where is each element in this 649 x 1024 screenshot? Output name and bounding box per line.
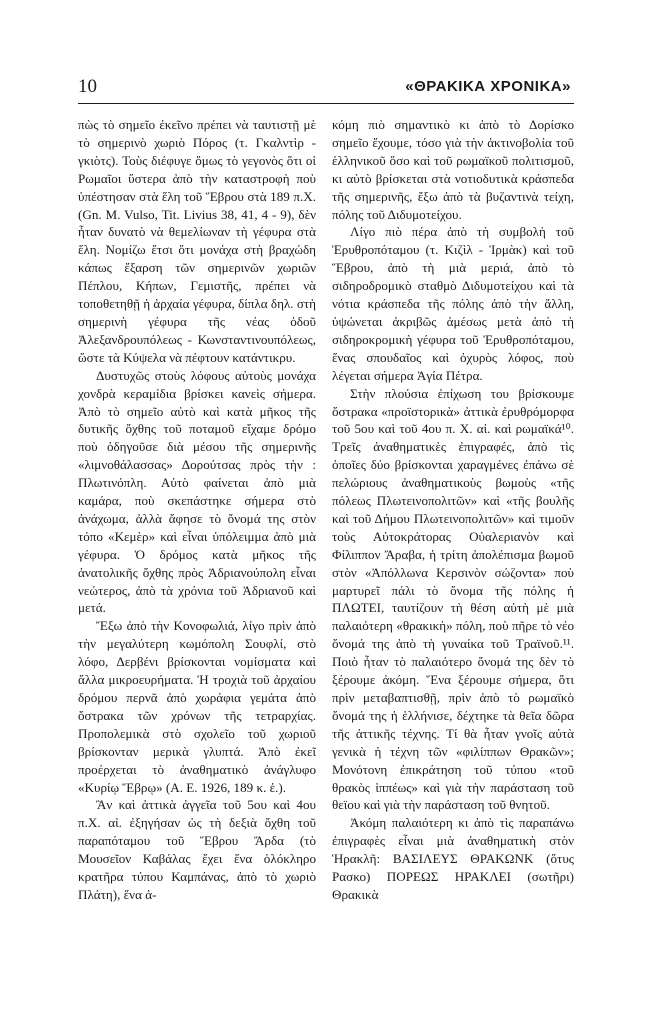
page-header bbox=[78, 76, 571, 102]
paragraph: πὼς τὸ σημεῖο ἐκεῖνο πρέπει νὰ ταυτιστῇ μὲ τὸ σημερινὸ χωριὸ Πόρος (τ. Γκαλντὶρ - γκιὸτς). Τοὺς διέφυγε ὅμως τὸ γεγονὸς ὅτι οἱ Ρωμαῖοι ὕστερα ἀπὸ τὴν καταστροφὴ ποὺ ὑπέστησαν στὰ ἕλη τοῦ Ἕβρου στὰ 189 π.Χ. (Gn. M. Vulso, Tit. Livius 38, 41, 4 - 9), δὲν ἦταν δυνατὸ νὰ θεμελίωναν τὴ γέφυρα στὰ ἕλη. Νομίζω ἔτσι ὅτι μονάχα στὴ βραχώδη κάπως ἔξαρση τῶν σημερινῶν χωριῶν Πέπλου, Κήπων, Γεμιστῆς, πρέπει νὰ τοποθετηθῇ ἡ ἀρχαία γέφυρα, δίπλα δηλ. στὴ σημερινὴ γέφυρα τῆς νέας ὁδοῦ Ἀλεξανδρουπόλεως - Κωνσταντινουπόλεως, ὥστε τὰ Κύψελα νὰ πέφτουν κατάντικρυ. bbox=[78, 117, 316, 365]
running-title: «ΘΡΑΚΙΚΑ ΧΡΟΝΙΚΑ» bbox=[405, 78, 571, 95]
right-column bbox=[332, 116, 574, 904]
left-column bbox=[78, 116, 316, 904]
paragraph: Λίγο πιὸ πέρα ἀπὸ τὴ συμβολὴ τοῦ Ἐρυθροπόταμου (τ. Κιζὶλ - Ἰρμὰκ) καὶ τοῦ Ἕβρου, ἀπὸ τὴ μιὰ μεριά, ἀπὸ τὸ σιδηροδρομικὸ σταθμὸ Διδυμοτείχου καὶ τὰ νότια κράσπεδα τῆς πόλης ἀπὸ τὴν ἄλλη, ὑψώνεται ἀκριβῶς ἀμέσως μετὰ ἀπὸ τὴ σιδηροκρομικὴ γέφυρα τοῦ Ἐρυθροπόταμου, ἕνας σπουδαῖος καὶ ὀχυρὸς λόφος, ποὺ λέγεται σήμερα Ἁγία Πέτρα. bbox=[332, 224, 574, 383]
header-rule bbox=[78, 103, 574, 104]
paragraph: Δυστυχῶς στοὺς λόφους αὐτοὺς μονάχα χονδρὰ κεραμίδια βρίσκει κανεὶς σήμερα. Ἀπὸ τὸ σημεῖο αὐτὸ καὶ κατὰ μῆκος τῆς δυτικῆς ὄχθης τοῦ ποταμοῦ εἴχαμε δρόμο ποὺ ὁδηγοῦσε διὰ μέσου τῆς σημερινῆς «λιμνοθάλασσας» Δορούτσας πρὸς τὴν : Πλωτινόπλη. Αὐτὸ φαίνεται ἀπὸ μιὰ καμάρα, ποὺ σκεπάστηκε σήμερα στὸ ἀνάχωμα, ἀλλὰ ἄφησε τὸ ὄνομά της στὸν τόπο «Κεμὲρ» καὶ εἶναι ὑπόλειμμα ἀπὸ μιὰ γέφυρα. Ὁ δρόμος κατὰ μῆκος τῆς ἀνατολικῆς ὄχθης πρὸς Ἀδριανούπολη εἶναι νεώτερος, ἀπὸ τὰ χρόνια τοῦ Ἀδριανοῦ καὶ μετά. bbox=[78, 367, 316, 616]
paragraph: Στὴν πλούσια ἐπίχωση του βρίσκουμε ὄστρακα «προϊστορικὰ» ἀττικὰ ἐρυθρόμορφα τοῦ 5ου καὶ τοῦ 4ου π. Χ. αἰ. καὶ ρωμαϊκά¹⁰. Τρεῖς ἀναθηματικὲς ἐπιγραφές, ἀπὸ τὶς ὁποῖες δύο βρίσκονται χαραγμένες ἐπάνω σὲ πελώριους ἀναθηματικοὺς βωμοὺς «τῆς πόλεως Πλωτεινοπολιτῶν» καὶ «τῆς βουλῆς καὶ τοῦ Δήμου Πλωτεινοπολιτῶν» καὶ τιμοῦν τοὺς Αὐτοκράτορας Οὐαλεριανὸν καὶ Φίλιππον Ἄραβα, ἡ τρίτη ἀπολέπισμα βωμοῦ στὸν «Ἀπόλλωνα Κερσινὸν σώζοντα» ποὺ μαρτυρεῖ πάλι τὸ ὄνομα τῆς πόλης ἡ ΠΛΩΤΕΙ, ταυτίζουν τὴ θέση αὐτὴ μὲ μιὰ παλαιότερη «θρακικὴ» πόλη, ποὺ πῆρε τὸ νέο ὄνομά της ἀπὸ τὴ γυναίκα τοῦ Τραϊνοῦ.¹¹. Ποιὸ ἦταν τὸ παλαιότερο ὄνομά της δὲν τὸ ξέρουμε ἀκόμη. Ἕνα ξέρουμε σήμερα, ὅτι πρὶν μεταβαπτισθῇ, πρὶν ἀπὸ τὸ ρωμαϊκὸ ὄνομά της ἡ ἑλλήνισε, δέχτηκε τὰ θεῖα δῶρα τῆς ἀττικῆς τέχνης. Τί θὰ ἦταν γνοῖς αὐτὰ γενικὰ ἡ τέχνη τῶν «φιλίππων Θρακῶν»; Μονότονη ἐπικράτηση τοῦ τύπου «τοῦ θρακὸς ἱππέως» καὶ γιὰ τὴν παράσταση τοῦ θεϊου καὶ γιὰ τὴν παράσταση τοῦ θνητοῦ. bbox=[332, 385, 574, 813]
paragraph: κόμη πιὸ σημαντικὸ κι ἀπὸ τὸ Δορίσκο σημεῖο ἔχουμε, τόσο γιὰ τὴν ἀκτινοβολία τοῦ ἑλληνικοῦ ὅσο καὶ τοῦ ρωμαϊκοῦ πολιτισμοῦ, κι αὐτὸ βρίσκεται στὰ νοτιοδυτικὰ κράσπεδα τῆς σημερινῆς, ἔξω ἀπὸ τὰ βυζαντινὰ τείχη, πόλης τοῦ Διδυμοτείχου. bbox=[332, 117, 574, 222]
paragraph: Ἀκόμη παλαιότερη κι ἀπὸ τὶς παραπάνω ἐπιγραφὲς εἶναι μιὰ ἀναθηματικὴ στὸν Ἡρακλῆ: ΒΑΣΙΛΕΥΣ ΘΡΑΚΩΝΚ (ὅτυς Ρασκο) ΠΟΡΕΩΣ ΗΡΑΚΛΕΙ (σωτῆρι) Θρακικὰ bbox=[332, 815, 574, 902]
paragraph: Ἂν καὶ ἀττικὰ ἀγγεῖα τοῦ 5ου καὶ 4ου π.Χ. αἰ. ἐξηγήσαν ὡς τὴ δεξιὰ ὄχθη τοῦ παραπόταμου τοῦ Ἕβρου Ἄρδα (τὸ Μουσεῖον Καβάλας ἔχει ἕνα ὁλόκληρο κρατῆρα τύπου Καμπάνας, ἀπὸ τὸ χωριὸ Πλάτη), ἕνα ἀ- bbox=[78, 797, 316, 902]
page-number: 10 bbox=[78, 76, 97, 97]
paragraph: Ἔξω ἀπὸ τὴν Κονοφωλιά, λίγο πρὶν ἀπὸ τὴν μεγαλύτερη κωμόπολη Σουφλί, στὸ λόφο, Δερβένι βρίσκονται νομίσματα καὶ ἄλλα μικροευρήματα. Ἡ τροχιὰ τοῦ ἀρχαίου δρόμου περνᾶ ἀπὸ χωράφια γεμάτα ἀπὸ ὄστρακα τῶν χρόνων τῆς τετραρχίας. Προπολεμικὰ στὸ σχολεῖο τοῦ χωριοῦ βρίσκονταν μερικὰ γλυπτά. Ἀπὸ ἐκεῖ προέρχεται τὸ ἀναθηματικὸ ἀνάγλυφο «Κυρίῳ Ἕβρῳ» (Α. Ε. 1926, 189 κ. ἑ.). bbox=[78, 618, 316, 795]
